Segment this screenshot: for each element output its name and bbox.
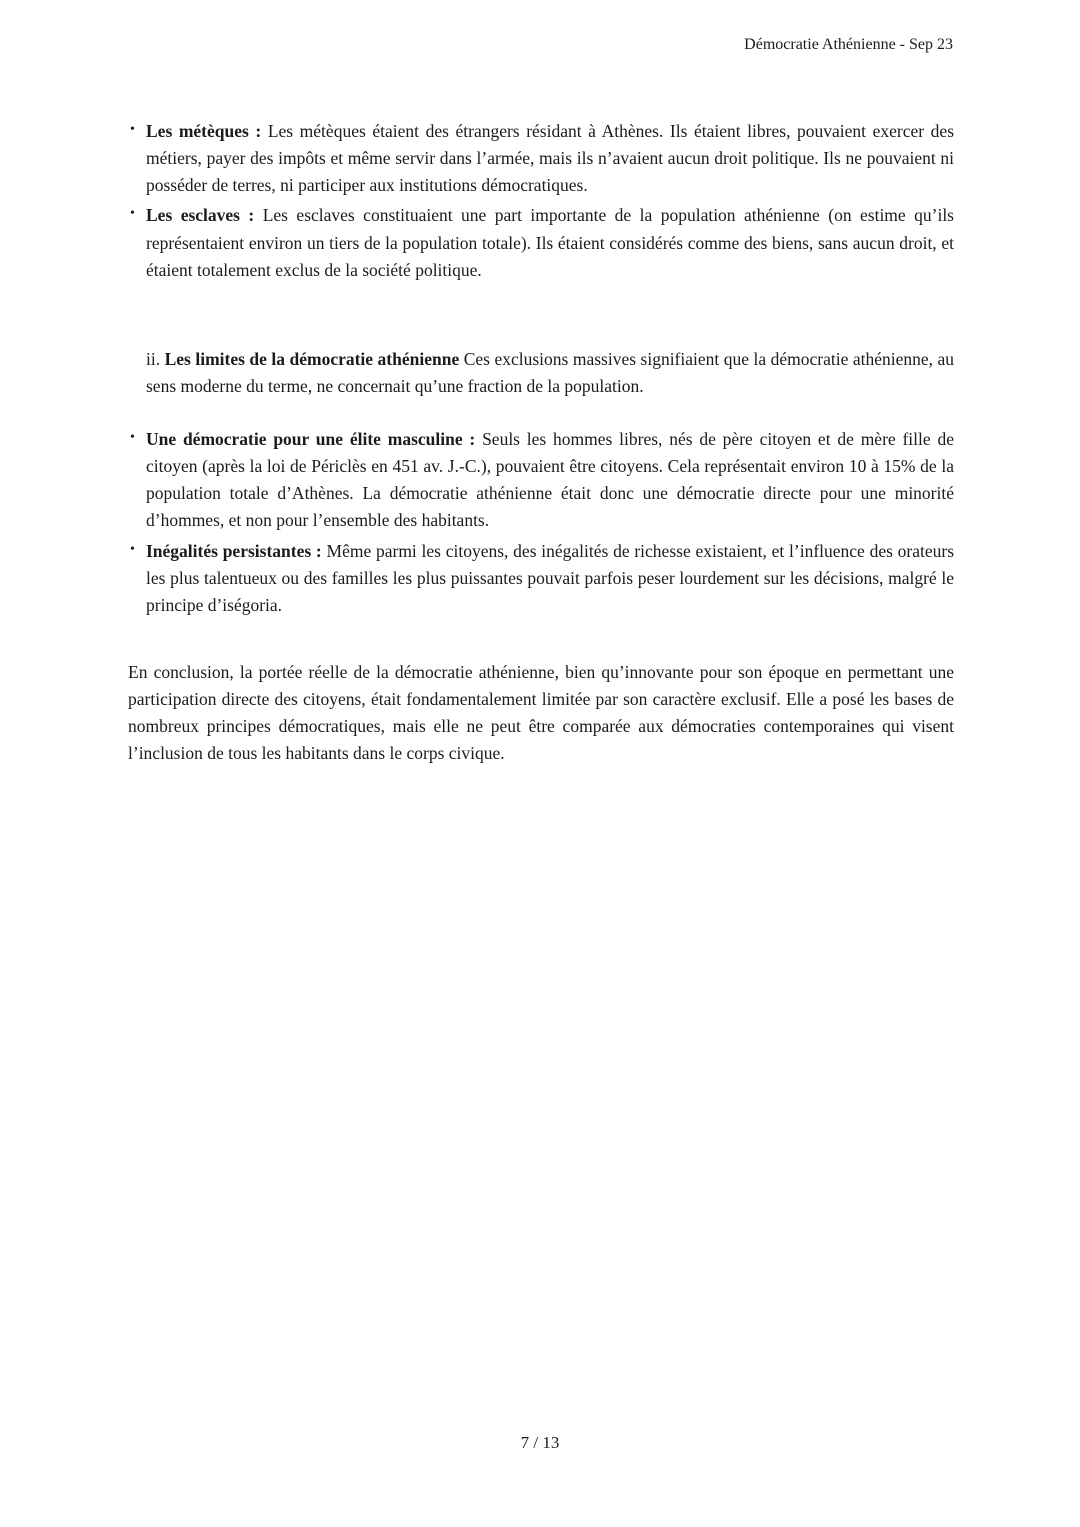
subsection-numeral: ii. [146,348,161,369]
list-item-inegalites [128,538,954,619]
header-title: Démocratie Athénienne - Sep 23 [744,36,953,53]
subsection-title: Les limites de la démocratie athénienne [164,348,460,369]
subsection-text: Ces exclusions massives signifiaient que la démocratie athénienne, au sens moderne du terme, ne concernait qu’une fraction de la population. [146,348,955,396]
page-footer [0,1433,1080,1453]
bullet-text: Même parmi les citoyens, des inégalités de richesse existaient, et l’influence des orateurs les plus talentueux ou des familles les plus puissantes pouvait parfois peser lourdement sur les décisions, malgré le principe d’iségoria. [146,540,955,615]
subsection-limites [146,346,954,400]
bullet-label: Inégalités persistantes : [146,540,322,561]
page-header [744,36,953,54]
page-number: 7 / 13 [520,1433,560,1452]
page-content [128,118,954,767]
list-item-elite [128,426,954,535]
bullet-label: Une démocratie pour une élite masculine : [146,429,476,449]
list-item-esclaves [128,202,954,283]
bullet-text: Les métèques étaient des étrangers résidant à Athènes. Ils étaient libres, pouvaient exercer des métiers, payer des impôts et même servir dans l’armée, mais ils n’avaient aucun droit politique. Ils ne pouvaient ni posséder de terres, ni participer aux institutions démocratiques. [146,121,955,196]
bullet-text: Les esclaves constituaient une part importante de la population athénienne (on estime qu’ils représentaient environ un tiers de la population totale). Ils étaient considérés comme des biens, sans aucun droit, et étaient totalement exclus de la société politique. [146,205,954,280]
conclusion-paragraph: En conclusion, la portée réelle de la démocratie athénienne, bien qu’innovante pour son époque en permettant une participation directe des citoyens, était fondamentalement limitée par son caractère exclusif. Elle a posé les bases de nombreux principes démocratiques, mais elle ne peut être comparée aux démocraties contemporaines qui visent l’inclusion de tous les habitants dans le corps civique. [128,661,954,764]
limits-list [128,426,954,619]
bullet-label: Les esclaves : [146,205,255,226]
list-item-meteques [128,118,954,199]
exclusions-list [128,118,954,284]
bullet-text: Seuls les hommes libres, nés de père citoyen et de mère fille de citoyen (après la loi de Périclès en 451 av. J.-C.), pouvaient être citoyens. Cela représentait environ 10 à 15% de la population totale d’Athènes. La démocratie athénienne était donc une démocratie directe pour une minorité d’hommes, et non pour l’ensemble des habitants. [146,429,954,531]
bullet-label: Les métèques : [146,121,262,141]
